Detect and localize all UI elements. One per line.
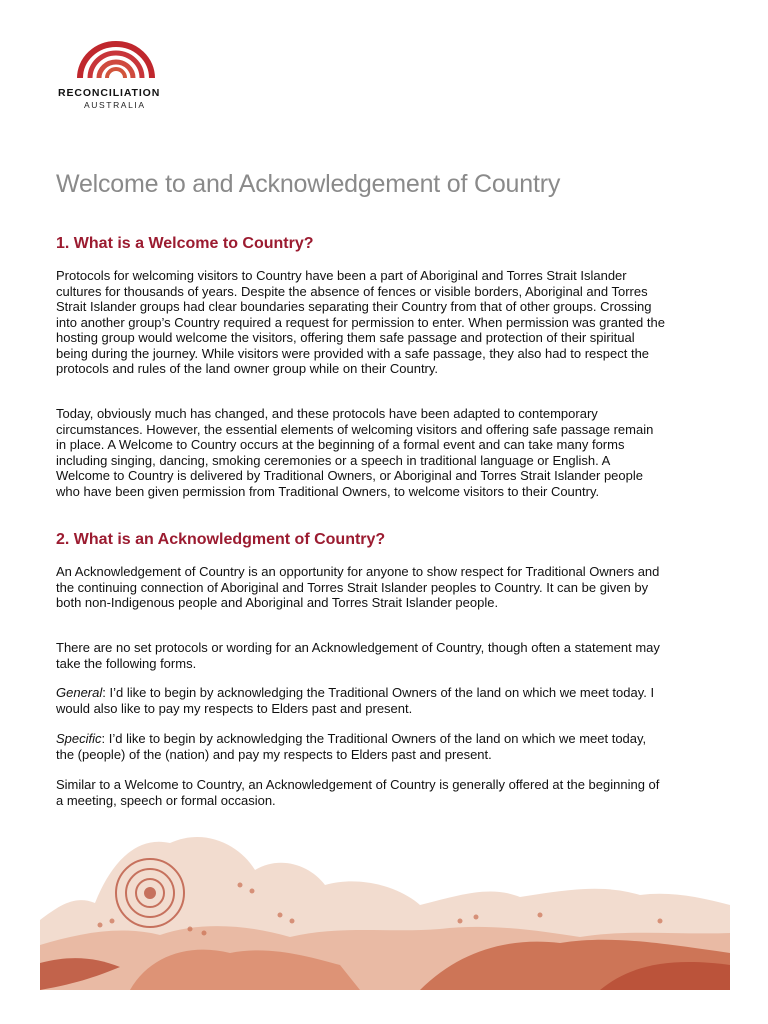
section-2-paragraph-1: An Acknowledgement of Country is an opportunity for anyone to show respect for Traditional Owners and the continuing connection of Aboriginal and Torres Strait Islander peoples to Country. It can be given by both non-Indigenous people and Aboriginal and Torres Strait Islander people. [56,564,660,610]
example-general [56,685,666,716]
example-general-text: : I’d like to begin by acknowledging the Traditional Owners of the land on which we meet today. I would also like to pay my respects to Elders past and present. [56,685,655,716]
example-general-label: General [56,685,103,700]
section-2-closing: Similar to a Welcome to Country, an Acknowledgement of Country is generally offered at the beginning of a meeting, speech or formal occasion. [56,777,660,808]
aboriginal-artwork-banner [40,825,730,990]
example-specific-text: : I’d like to begin by acknowledging the Traditional Owners of the land on which we meet today, the (people) of the (nation) and pay my respects to Elders past and present. [56,731,647,762]
document-title: Welcome to and Acknowledgement of Country [56,170,561,198]
section-1-heading: 1. What is a Welcome to Country? [56,235,314,252]
section-2-heading: 2. What is an Acknowledgment of Country? [56,531,386,548]
logo-name: RECONCILIATION [58,87,161,99]
example-specific [56,731,666,762]
reconciliation-arcs-icon [76,40,156,80]
section-1-paragraph-2: Today, obviously much has changed, and these protocols have been adapted to contemporary circumstances. However, the essential elements of welcoming visitors and offering safe passage remain in place. A Welcome to Country occurs at the beginning of a formal event and can take many forms including singing, dancing, smoking ceremonies or a speech in traditional language or English. A Welcome to Country is delivered by Traditional Owners, or Aboriginal and Torres Strait Islander people who have been given permission from Traditional Owners, to welcome visitors to their Country. [56,406,654,499]
section-1-paragraph-1: Protocols for welcoming visitors to Country have been a part of Aboriginal and Torres Strait Islander cultures for thousands of years. Despite the absence of fences or visible borders, Aboriginal and Torres Strait Islander groups had clear boundaries separating their Country from that of other groups. Crossing into another group’s Country required a request for permission to enter. When permission was granted the hosting group would welcome the visitors, offering them safe passage and protection of their spiritual being during the journey. While visitors were provided with a safe passage, they also had to respect the protocols and rules of the land owner group while on their Country. [56,268,665,376]
section-2-paragraph-2: There are no set protocols or wording for an Acknowledgement of Country, though often a statement may take the following forms. [56,640,660,671]
artwork-motif [116,859,184,927]
logo-subtitle: AUSTRALIA [84,100,146,110]
logo [56,40,180,120]
example-specific-label: Specific [56,731,102,746]
